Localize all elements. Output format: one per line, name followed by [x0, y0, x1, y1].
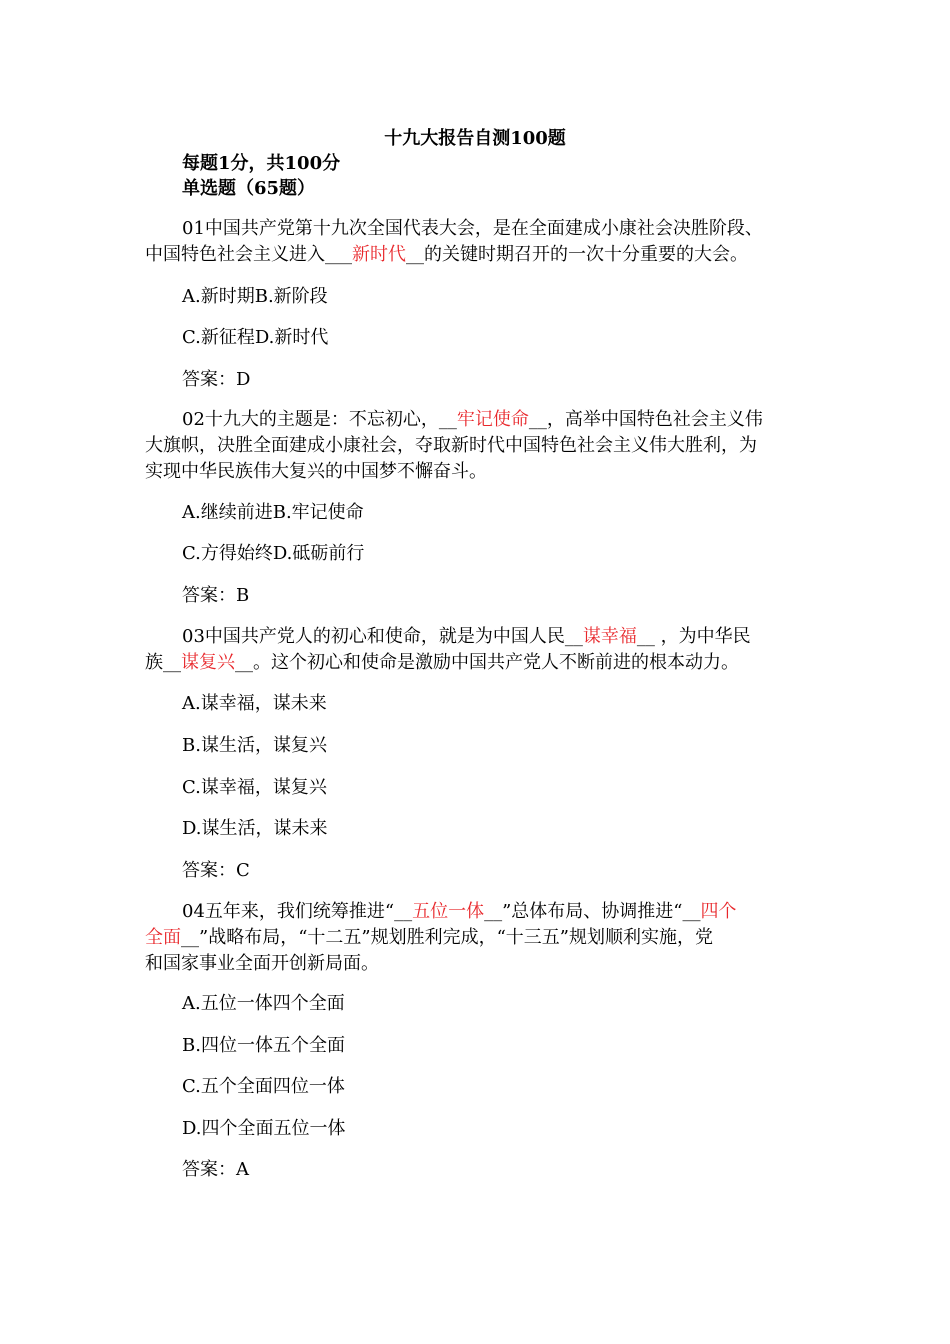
question-04-option: D.四个全面五位一体: [182, 1118, 346, 1139]
question-line: [145, 925, 805, 951]
question-03-answer: 答案：C: [182, 860, 250, 881]
question-01-option: C.新征程D.新时代: [182, 327, 329, 348]
question-04-option: B.四位一体五个全面: [182, 1035, 345, 1056]
question-text-segment: 01中国共产党第十九次全国代表大会，是在全面建成小康社会决胜阶段、: [182, 218, 763, 239]
question-01-answer: 答案：D: [182, 369, 251, 390]
question-text-segment: 族__: [145, 652, 181, 673]
question-01-option: A.新时期B.新阶段: [182, 286, 328, 307]
question-text-segment: __”总体布局、协调推进“__: [484, 901, 701, 922]
question-line: [145, 951, 805, 977]
document-title: 十九大报告自测100题: [384, 128, 566, 149]
question-03-option: D.谋生活，谋未来: [182, 818, 328, 839]
question-03-option: C.谋幸福，谋复兴: [182, 777, 327, 798]
answer-blank-highlight: 四个: [700, 901, 737, 922]
answer-blank-highlight: 新时代: [352, 244, 406, 265]
question-02-answer: 答案：B: [182, 585, 250, 606]
question-02-text: [145, 407, 805, 485]
question-text-segment: 03中国共产党人的初心和使命，就是为中国人民__: [182, 626, 583, 647]
question-text-segment: 02十九大的主题是：不忘初心，__: [182, 409, 457, 430]
question-01-text: [145, 216, 805, 268]
question-04-answer: 答案：A: [182, 1159, 249, 1180]
answer-blank-highlight: 牢记使命: [456, 409, 529, 430]
question-text-segment: __的关键时期召开的一次十分重要的大会。: [406, 244, 748, 265]
question-line: [145, 650, 805, 676]
question-03-option: A.谋幸福，谋未来: [182, 693, 327, 714]
answer-blank-highlight: 全面: [145, 927, 181, 948]
question-line: [145, 624, 805, 650]
question-text-segment: 和国家事业全面开创新局面。: [145, 953, 379, 974]
question-02-option: A.继续前进B.牢记使命: [182, 502, 364, 523]
question-line: [145, 899, 805, 925]
question-text-segment: __。这个初心和使命是激励中国共产党人不断前进的根本动力。: [235, 652, 739, 673]
question-line: [145, 216, 805, 242]
answer-blank-highlight: 谋复兴: [181, 652, 235, 673]
question-line: [145, 459, 805, 485]
question-text-segment: 大旗帜，决胜全面建成小康社会，夺取新时代中国特色社会主义伟大胜利，为: [145, 435, 757, 456]
question-line: [145, 433, 805, 459]
question-04-text: [145, 899, 805, 977]
question-line: [145, 407, 805, 433]
question-text-segment: __”战略布局，“十二五”规划胜利完成，“十三五”规划顺利实施，党: [181, 927, 714, 948]
question-03-text: [145, 624, 805, 676]
question-04-option: C.五个全面四位一体: [182, 1076, 345, 1097]
question-line: [145, 242, 805, 268]
question-text-segment: __，高举中国特色社会主义伟: [528, 409, 763, 430]
question-text-segment: __ ，为中华民: [636, 626, 751, 647]
question-03-option: B.谋生活，谋复兴: [182, 735, 327, 756]
scoring-note: 每题1分，共100分: [182, 153, 341, 174]
question-02-option: C.方得始终D.砥砺前行: [182, 543, 365, 564]
question-text-segment: 实现中华民族伟大复兴的中国梦不懈奋斗。: [145, 461, 487, 482]
answer-blank-highlight: 五位一体: [412, 901, 485, 922]
question-04-option: A.五位一体四个全面: [182, 993, 345, 1014]
question-text-segment: 中国特色社会主义进入___: [145, 244, 352, 265]
answer-blank-highlight: 谋幸福: [582, 626, 637, 647]
question-text-segment: 04五年来，我们统筹推进“__: [182, 901, 413, 922]
section-heading: 单选题（65题）: [182, 178, 316, 199]
